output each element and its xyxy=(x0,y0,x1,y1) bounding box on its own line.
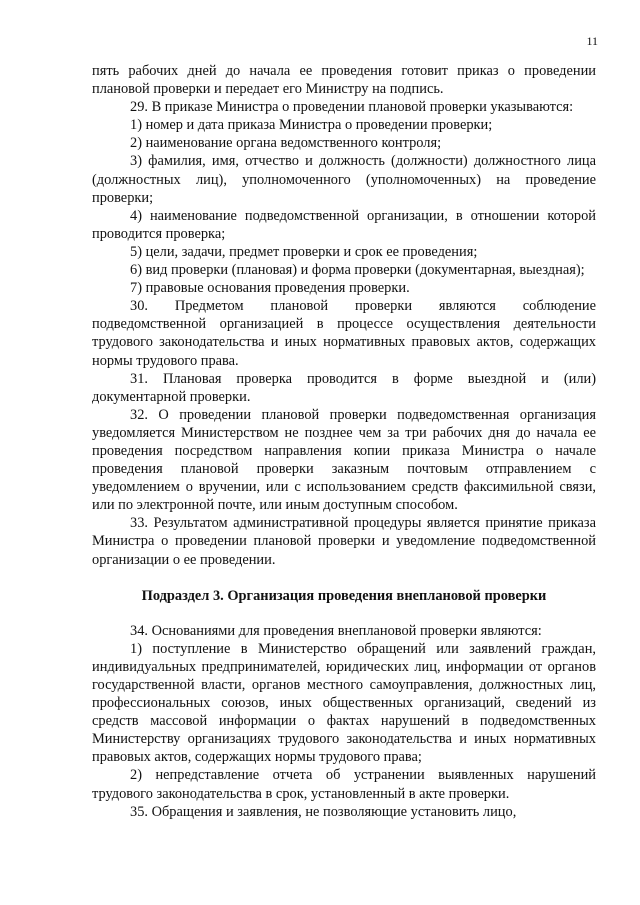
list-item-2: 2) наименование органа ведомственного контроля; xyxy=(130,135,442,152)
paragraph-continuation: пять рабочих дней до начала ее проведения готовит приказ о проведении плановой проверки и передает его Министру на подпись. xyxy=(92,63,596,98)
list-item-5: 5) цели, задачи, предмет проверки и срок ее проведения; xyxy=(130,243,478,260)
paragraph-30: 30. Предметом плановой проверки являются соблюдение подведомственной организацией в процессе осуществления деятельности трудового законодательства и иных нормативных правовых актов, содержащих нормы трудового права. xyxy=(92,298,596,369)
list-item-6: 6) вид проверки (плановая) и форма проверки (документарная, выездная); xyxy=(130,262,585,279)
list-item-34-2: 2) непредставление отчета об устранении выявленных нарушений трудового законодательства в срок, установленный в акте проверки. xyxy=(92,767,596,802)
list-item-4: 4) наименование подведомственной организации, в отношении которой проводится проверка; xyxy=(92,207,596,242)
section-heading: Подраздел 3. Организация проведения внеплановой проверки xyxy=(141,587,547,604)
list-item-1: 1) номер и дата приказа Министра о проведении проверки; xyxy=(130,117,493,134)
paragraph-31: 31. Плановая проверка проводится в форме выездной и (или) документарной проверки. xyxy=(92,370,596,405)
paragraph-33: 33. Результатом административной процедуры является принятие приказа Министра о проведении плановой проверки и уведомление подведомственной организации о ее проведении. xyxy=(92,515,596,568)
paragraph-29: 29. В приказе Министра о проведении плановой проверки указываются: xyxy=(130,99,574,116)
page-number: 11 xyxy=(586,34,598,48)
paragraph-32: 32. О проведении плановой проверки подведомственная организация уведомляется Министерством не позднее чем за три рабочих дня до начала ее проведения посредством направления копии приказа Министра о начале проведения плановой проверки заказным почтовым отправлением с уведомлением о вручении, или с использованием средств факсимильной связи, или по электронной почте, или иным доступным способом. xyxy=(92,406,596,514)
paragraph-34: 34. Основаниями для проведения внеплановой проверки являются: xyxy=(130,622,542,639)
paragraph-35: 35. Обращения и заявления, не позволяющие установить лицо, xyxy=(130,803,517,820)
document-body xyxy=(92,62,596,821)
list-item-3: 3) фамилия, имя, отчество и должность (должности) должностного лица (должностных лиц), уполномоченного (уполномоченных) на проведение проверки; xyxy=(92,153,596,206)
list-item-7: 7) правовые основания проведения проверки. xyxy=(130,280,410,297)
list-item-34-1: 1) поступление в Министерство обращений или заявлений граждан, индивидуальных предпринимателей, юридических лиц, информации от органов государственной власти, органов местного самоуправления, должностных лиц, профессиональных союзов, иных общественных организаций, сведений из средств массовой информации о фактах нарушений в подведомственных Министерству организациях трудового законодательства и иных нормативных правовых актов, содержащих нормы трудового права; xyxy=(92,640,596,766)
